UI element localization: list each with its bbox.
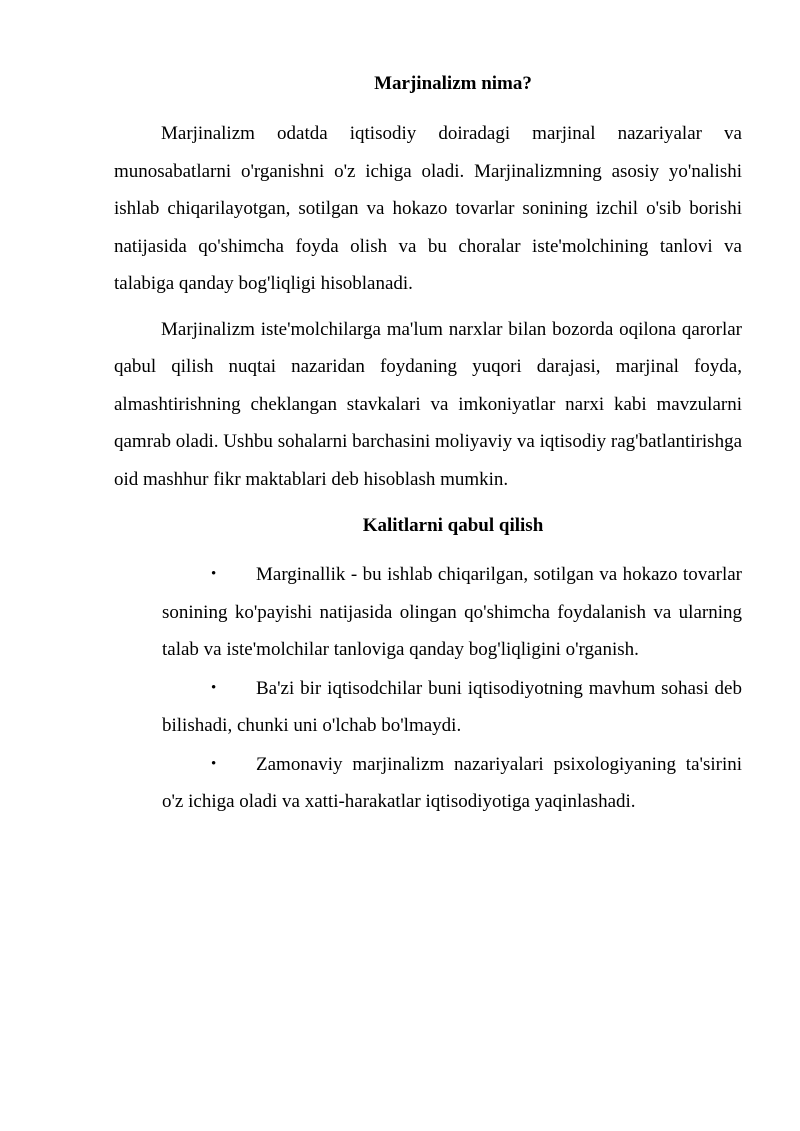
document-title: Marjinalizm nima? xyxy=(374,73,532,94)
list-item xyxy=(162,670,742,745)
list-item-text: Ba'zi bir iqtisodchilar buni iqtisodiyotning mavhum sohasi deb bilishadi, chunki uni o'lchab bo'lmaydi. xyxy=(162,677,742,736)
paragraph: Marjinalizm iste'molchilarga ma'lum narxlar bilan bozorda oqilona qarorlar qabul qilish nuqtai nazaridan foydaning yuqori darajasi, marjinal foyda, almashtirishning cheklangan stavkalari va imkoniyatlar narxi kabi mavzularni qamrab oladi. Ushbu sohalarni barchasini moliyaviy va iqtisodiy rag'batlantirishga oid mashhur fikr maktablari deb hisoblash mumkin. xyxy=(114,318,742,490)
document-page xyxy=(114,72,742,822)
section-heading: Kalitlarni qabul qilish xyxy=(362,515,544,536)
list-item-text: Zamonaviy marjinalizm nazariyalari psixologiyaning ta'sirini o'z ichiga oladi va xatti-harakatlar iqtisodiyotiga yaqinlashadi. xyxy=(162,753,742,812)
list-item-text: Marginallik - bu ishlab chiqarilgan, sotilgan va hokazo tovarlar sonining ko'payishi natijasida olingan qo'shimcha foydalanish va ularning talab va iste'molchilar tanloviga qanday bog'liqligini o'rganish. xyxy=(162,564,742,660)
bullet-icon: • xyxy=(211,755,217,772)
paragraph: Marjinalizm odatda iqtisodiy doiradagi marjinal nazariyalar va munosabatlarni o'rganishni o'z ichiga oladi. Marjinalizmning asosiy yo'nalishi ishlab chiqarilayotgan, sotilgan va hokazo tovarlar sonining izchil o'sib borishi natijasida qo'shimcha foyda olish va bu choralar iste'molchining tanlovi va talabiga qanday bog'liqligi hisoblanadi. xyxy=(114,123,742,294)
bullet-list xyxy=(114,556,742,821)
list-item xyxy=(162,746,742,821)
list-item xyxy=(162,556,742,669)
bullet-icon: • xyxy=(211,679,217,696)
bullet-icon: • xyxy=(211,566,217,582)
